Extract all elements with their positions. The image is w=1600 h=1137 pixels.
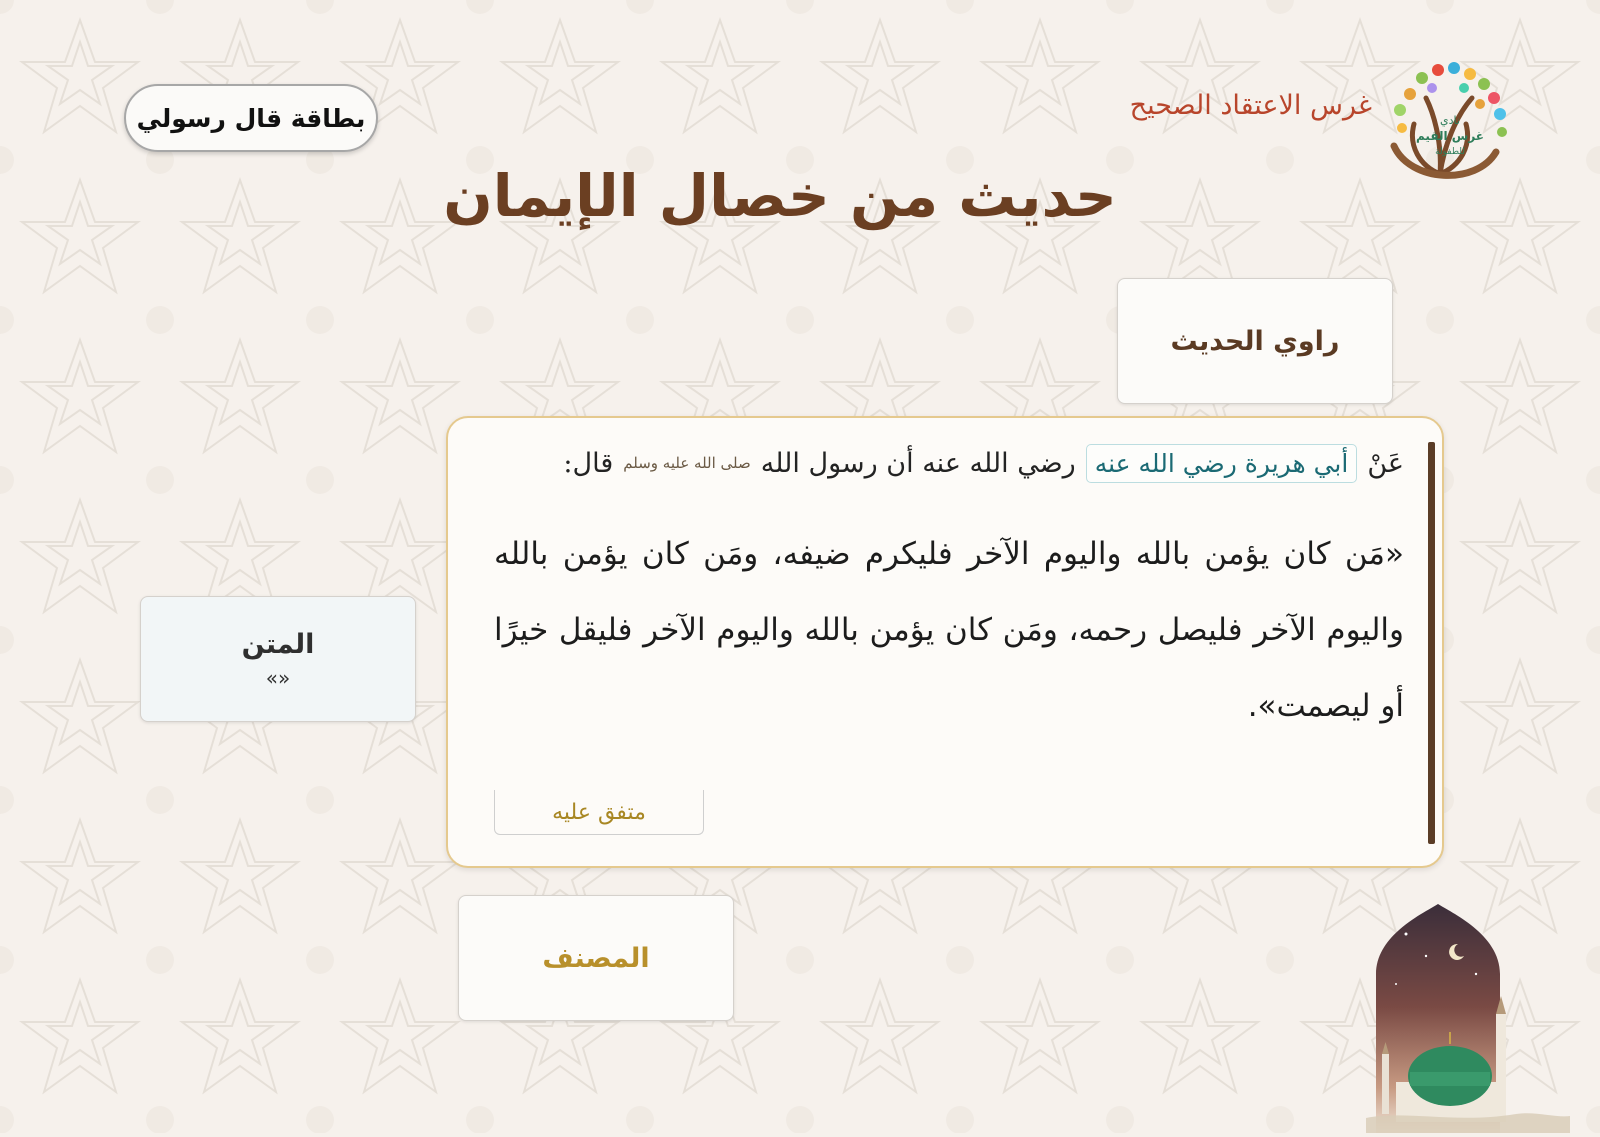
hadith-grade-badge[interactable]: متفق عليه bbox=[494, 790, 704, 835]
brand-text: غرس الاعتقاد الصحيح bbox=[1129, 90, 1372, 121]
matn-card-quotes: «» bbox=[265, 665, 291, 690]
narrator-card[interactable]: راوي الحديث bbox=[1117, 278, 1393, 404]
author-card[interactable]: المصنف bbox=[458, 895, 734, 1021]
hadith-narrator-chip[interactable]: أبي هريرة رضي الله عنه bbox=[1086, 444, 1358, 483]
hadith-suffix: قال: bbox=[563, 448, 614, 479]
card-title-pill[interactable]: بطاقة قال رسولي bbox=[124, 84, 378, 152]
hadith-panel bbox=[446, 416, 1444, 868]
hadith-middle: رضي الله عنه أن رسول الله bbox=[760, 448, 1076, 479]
matn-card-label: المتن bbox=[241, 628, 315, 660]
page-title: حديث من خصال الإيمان bbox=[443, 162, 1117, 230]
logo-line-2: غرس القيم bbox=[1416, 129, 1484, 143]
logo-line-3: للطفولة bbox=[1435, 147, 1465, 157]
logo-line-1: نادي bbox=[1440, 114, 1460, 127]
matn-card[interactable] bbox=[140, 596, 416, 722]
hadith-text: «مَن كان يؤمن بالله واليوم الآخر فليكرم ضيفه، ومَن كان يؤمن بالله واليوم الآخر فليصل رحمه، ومَن كان يؤمن بالله واليوم الآخر فليقل خيرًا أو ليصمت». bbox=[494, 536, 1404, 724]
salawat-glyph: صلى الله عليه وسلم bbox=[623, 454, 751, 472]
hadith-prefix: عَنْ bbox=[1367, 448, 1404, 479]
panel-accent-stripe bbox=[1428, 442, 1435, 844]
mosque-illustration bbox=[1366, 904, 1570, 1133]
club-logo bbox=[1380, 58, 1518, 182]
hadith-intro-line bbox=[563, 444, 1404, 483]
